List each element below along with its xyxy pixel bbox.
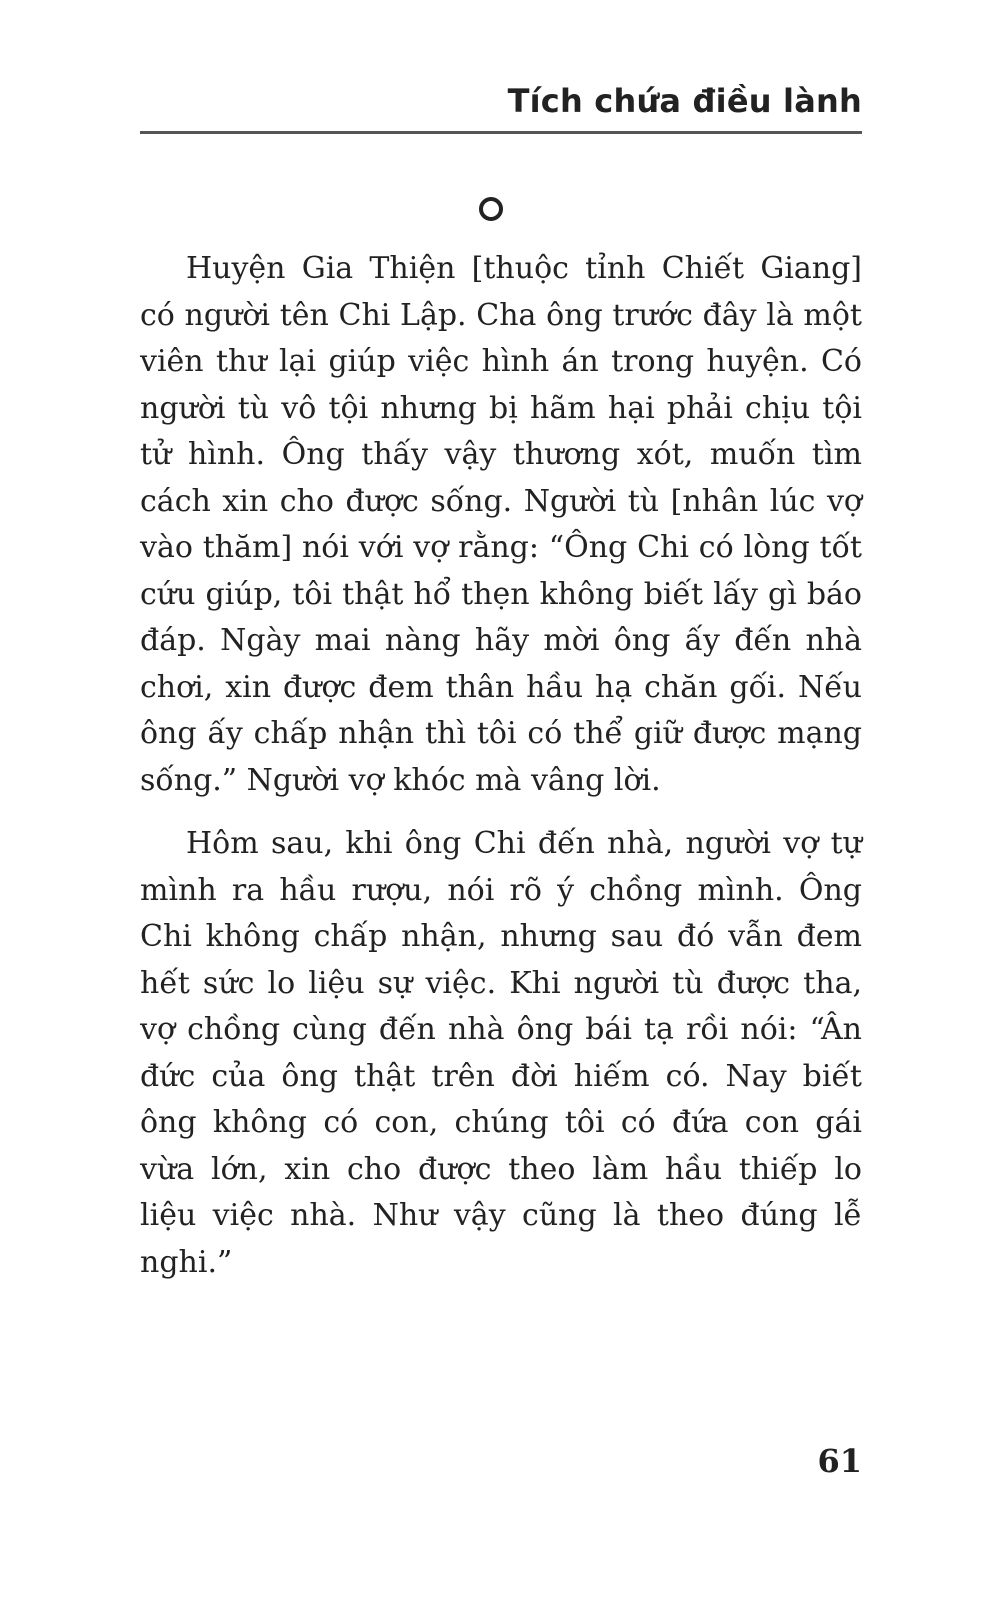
body-text bbox=[140, 246, 862, 1303]
hollow-circle-icon bbox=[479, 197, 503, 221]
header-rule bbox=[140, 131, 862, 134]
page-number: 61 bbox=[817, 1442, 862, 1480]
paragraph-1: Huyện Gia Thiện [thuộc tỉnh Chiết Giang] có người tên Chi Lập. Cha ông trước đây là một viên thư lại giúp việc hình án trong huyện. Có người tù vô tội nhưng bị hãm hại phải chịu tội tử hình. Ông thấy vậy thương xót, muốn tìm cách xin cho được sống. Người tù [nhân lúc vợ vào thăm] nói với vợ rằng: “Ông Chi có lòng tốt cứu giúp, tôi thật hổ thẹn không biết lấy gì báo đáp. Ngày mai nàng hãy mời ông ấy đến nhà chơi, xin được đem thân hầu hạ chăn gối. Nếu ông ấy chấp nhận thì tôi có thể giữ được mạng sống.” Người vợ khóc mà vâng lời. bbox=[140, 251, 862, 798]
running-header: Tích chứa điều lành bbox=[507, 82, 862, 120]
paragraph-2: Hôm sau, khi ông Chi đến nhà, người vợ tự mình ra hầu rượu, nói rõ ý chồng mình. Ông Chi không chấp nhận, nhưng sau đó vẫn đem hết sức lo liệu sự việc. Khi người tù được tha, vợ chồng cùng đến nhà ông bái tạ rồi nói: “Ân đức của ông thật trên đời hiếm có. Nay biết ông không có con, chúng tôi có đứa con gái vừa lớn, xin cho được theo làm hầu thiếp lo liệu việc nhà. Như vậy cũng là theo đúng lễ nghi.” bbox=[140, 826, 862, 1280]
